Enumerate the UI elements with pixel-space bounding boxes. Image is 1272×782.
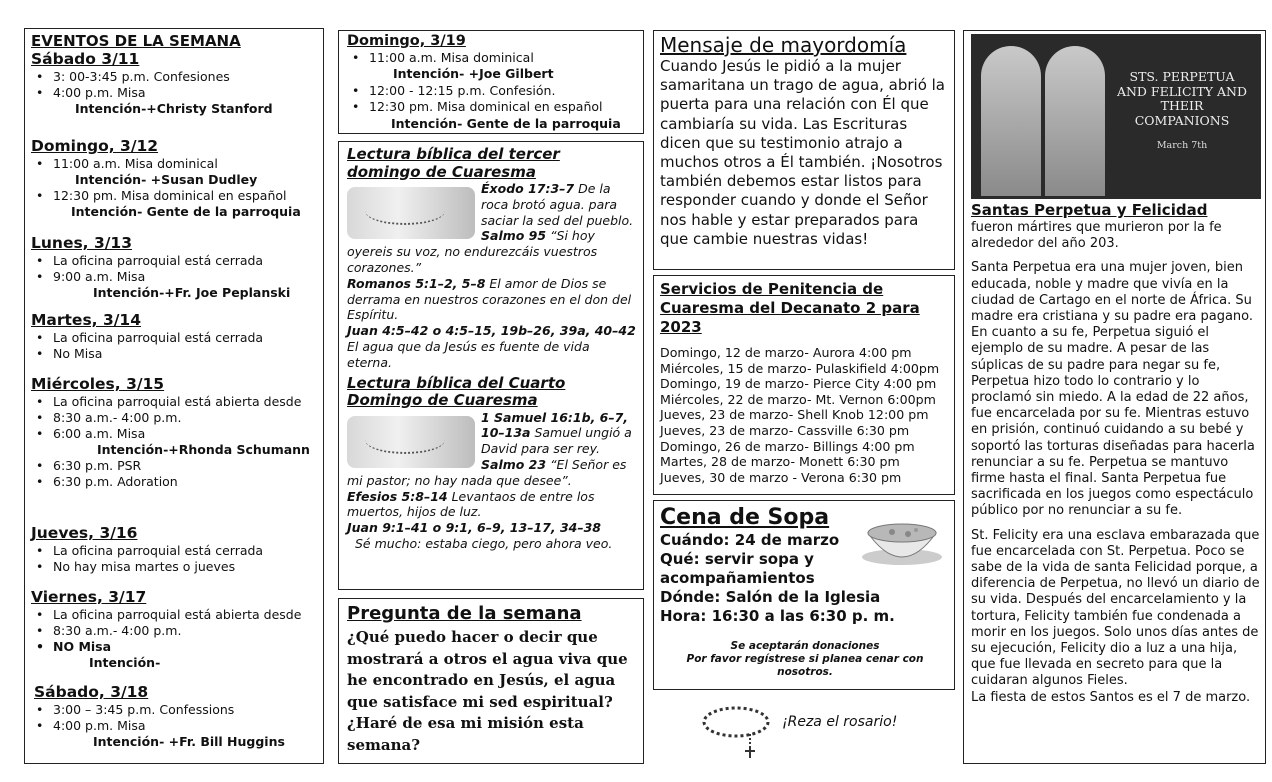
reading-ref: Efesios 5:8–14 (347, 488, 448, 504)
list-item: • 11:00 a.m. Misa dominical (347, 50, 643, 67)
event-list (31, 253, 323, 285)
list-item: • 12:30 pm. Misa dominical en español (31, 188, 323, 204)
service-item: Domingo, 19 de marzo- Pierce City 4:00 pm (660, 376, 937, 392)
stewardship-box (653, 30, 955, 270)
rosary-hands-image (347, 416, 475, 468)
soup-note: Se aceptarán donaciones (730, 640, 880, 652)
service-item: Jueves, 23 de marzo- Cassville 6:30 pm (660, 422, 910, 438)
service-item: Miércoles, 15 de marzo- Pulaskifield 4:00pm (660, 360, 940, 376)
day-heading: Martes, 3/14 (31, 311, 141, 329)
reading-text: Samuel ungió a David para ser rey. (481, 425, 632, 457)
soup-time: Hora: 16:30 a las 6:30 p. m. (660, 607, 895, 625)
list-item: • 6:00 a.m. Misa (31, 426, 323, 442)
reading-text: Levantaos de entre los muertos, hijos de luz. (347, 488, 595, 520)
service-item: Martes, 28 de marzo- Monett 6:30 pm (660, 454, 900, 470)
saints-paragraph: La fiesta de estos Santos es el 7 de marzo. (971, 689, 1251, 705)
event-list (31, 330, 323, 362)
list-item: • No hay misa martes o jueves (31, 559, 323, 575)
intention: Intención- Gente de la parroquia (71, 204, 301, 219)
list-item: • 9:00 a.m. Misa (31, 269, 323, 285)
day-heading: Jueves, 3/16 (31, 524, 138, 542)
reading-ref: Romanos 5:1–2, 5–8 (347, 275, 486, 291)
readings-box (338, 141, 644, 590)
stewardship-title: Mensaje de mayordomía (660, 33, 907, 57)
reading-ref: Éxodo 17:3–7 (481, 181, 575, 196)
events-title: EVENTOS DE LA SEMANA (31, 32, 241, 50)
reading-ref: 1 Samuel 16:1b, 6–7, 10–13a (481, 409, 629, 441)
reading-text: “Si hoy oyereis su voz, no endurezcáis vuestros corazones.” (347, 228, 598, 275)
event-list (347, 50, 643, 67)
service-item: Jueves, 23 de marzo- Shell Knob 12:00 pm (660, 407, 929, 423)
list-item: • La oficina parroquial está abierta desde (31, 394, 323, 410)
list-item: • 11:00 a.m. Misa dominical (31, 156, 323, 172)
list-item: • 8:30 a.m.- 4:00 p.m. (31, 623, 323, 639)
list-item: • La oficina parroquial está cerrada (31, 330, 323, 346)
reading-text: El amor de Dios se derrama en nuestros corazones en el don del Espíritu. (347, 275, 632, 323)
service-item: Domingo, 12 de marzo- Aurora 4:00 pm (660, 345, 912, 360)
list-item: • No Misa (31, 346, 323, 362)
service-item: Domingo, 26 de marzo- Billings 4:00 pm (660, 438, 915, 454)
penance-services-box (653, 275, 955, 495)
rosary-banner (700, 700, 930, 760)
list-item: • 12:00 - 12:15 p.m. Confesión. (347, 83, 643, 100)
question-text: ¿Qué puedo hacer o decir que mostrará a otros el agua viva que he encontrado en Jesús, el agua que satisface mi sed espiritual? ¿Haré de esa mi misión esta semana? (347, 628, 628, 754)
saints-paragraph: Santa Perpetua era una mujer joven, bien educada, noble y madre que vivía en la ciudad de Cartago en el norte de África. Su madre era cristiana y su padre era pagano. En cuanto a su fe, Perpetua siguió el ejemplo de su madre. A pesar de las súplicas de su padre para negar su fe, Perpetua hizo todo lo contrario y lo proclamó sin miedo. A la edad de 22 años, fue encarcelada por su fe. Mientras estuvo en prisión, continuó cuidando a su bebé y soportó las torturas diseñadas para hacerla renunciar a su fe. Perpetua se mantuvo firme hasta el final. Santa Perpetua fue sacrificada en los juegos como espectáculo público por no renunciar a su fe. (971, 260, 1255, 519)
list-item: • La oficina parroquial está abierta desde (31, 607, 323, 623)
event-list (31, 188, 323, 204)
readings-third-title: Lectura bíblica del tercer domingo de Cuaresma (347, 145, 560, 181)
list-item: • 12:30 pm. Misa dominical en español (347, 99, 643, 116)
day-heading: Miércoles, 3/15 (31, 375, 165, 393)
service-item: Jueves, 30 de marzo - Verona 6:30 pm (660, 469, 902, 485)
reading-text: De la roca brotó agua. para saciar la sed del pueblo. (481, 181, 634, 228)
reading-ref: Salmo 95 (481, 228, 547, 244)
saint-figure-icon (1045, 46, 1105, 196)
service-item: Miércoles, 22 de marzo- Mt. Vernon 6:00pm (660, 391, 936, 407)
event-list (31, 702, 323, 734)
soup-what: Qué: servir sopa y acompañamientos (660, 550, 815, 587)
saints-title: Santas Perpetua y Felicidad (971, 201, 1208, 219)
event-list (31, 394, 323, 442)
events-column (24, 28, 324, 764)
list-item: • 8:30 a.m.- 4:00 p.m. (31, 410, 323, 426)
soup-title: Cena de Sopa (660, 505, 830, 530)
list-item: • 6:30 p.m. Adoration (31, 474, 323, 490)
saints-paragraph: St. Felicity era una esclava embarazada que fue encarcelada con St. Perpetua. Poco se sabe de la vida de santa Felicidad porque, a diferencia de Perpetua, no llevó un diario de su vida. Después del encarcelamiento y la tortura, Felicity también fue condenada a morir en los juegos. Solo unos días antes de su ejecución, Felicity dio a luz a una hija, que fue llevada en secreto para que la cuidaran algunos Fieles. (971, 527, 1260, 689)
intention: Intención-+Rhonda Schumann (97, 442, 310, 457)
intention: Intención- (89, 655, 161, 670)
reading-text: El agua que da Jesús es fuente de vida eterna. (347, 338, 590, 370)
saints-column (963, 30, 1266, 764)
question-title: Pregunta de la semana (347, 603, 582, 624)
readings-fourth-title: Lectura bíblica del Cuarto Domingo de Cuaresma (347, 373, 566, 410)
event-list (31, 69, 323, 101)
reading-ref: Juan 9:1–41 o 9:1, 6–9, 13–17, 34–38 (347, 520, 601, 536)
day-heading: Lunes, 3/13 (31, 234, 132, 252)
list-item: • 6:30 p.m. PSR (31, 458, 323, 474)
list-item: • 3: 00-3:45 p.m. Confesiones (31, 69, 323, 85)
intention: Intención- +Joe Gilbert (393, 66, 554, 81)
stewardship-text: Cuando Jesús le pidió a la mujer samaritana un trago de agua, abrió la puerta para una relación con Él que cambiaría su vida. Las Escrituras dicen que su testimonio atrajo a muchos otros a Él también. ¡Nosotros también debemos estar listos para responder cuando y donde el Señor nos hable y estar preparados para que cambie nuestras vidas! (660, 57, 945, 248)
list-item: • La oficina parroquial está cerrada (31, 253, 323, 269)
event-list (31, 458, 323, 490)
list-item: • 4:00 p.m. Misa (31, 85, 323, 101)
event-list (31, 607, 323, 655)
saint-figure-icon (981, 46, 1041, 196)
soup-note: Por favor regístrese si planea cenar con nosotros. (686, 653, 924, 678)
rosary-text: ¡Reza el rosario! (782, 714, 898, 730)
soup-bowl-icon (860, 511, 944, 567)
list-item: • 3:00 – 3:45 p.m. Confessions (31, 702, 323, 718)
soup-when: Cuándo: 24 de marzo (660, 531, 840, 549)
soup-where: Dónde: Salón de la Iglesia (660, 588, 881, 606)
day-heading: Domingo, 3/19 (347, 33, 466, 49)
penance-title: Servicios de Penitencia de Cuaresma del Decanato 2 para 2023 (660, 280, 920, 336)
list-item: • NO Misa (31, 639, 323, 655)
event-list (347, 83, 643, 116)
intention: Intención- +Fr. Bill Huggins (93, 734, 285, 749)
day-heading: Viernes, 3/17 (31, 588, 147, 606)
rosary-icon (700, 700, 778, 760)
intention: Intención-+Christy Stanford (75, 101, 273, 116)
reading-ref: Juan 4:5–42 o 4:5–15, 19b–26, 39a, 40–42 (347, 323, 636, 339)
day-heading: Sábado 3/11 (31, 50, 140, 68)
event-list (31, 543, 323, 575)
list-item: • La oficina parroquial está cerrada (31, 543, 323, 559)
saints-paragraph: fueron mártires que murieron por la fe alrededor del año 203. (971, 220, 1222, 252)
image-date: March 7th (1156, 140, 1208, 151)
list-item: • 4:00 p.m. Misa (31, 718, 323, 734)
image-title: STS. PERPETUA AND FELICITY AND THEIR COMPANIONS (1116, 69, 1248, 128)
intention: Intención- +Susan Dudley (75, 172, 258, 187)
question-box (338, 598, 644, 764)
soup-dinner-box (653, 500, 955, 690)
sunday-319-box (338, 30, 644, 134)
reading-ref: Salmo 23 (481, 456, 547, 472)
reading-text: “El Señor es mi pastor; no hay nada que desee”. (347, 456, 627, 488)
event-list (31, 156, 323, 172)
reading-text: Sé mucho: estaba ciego, pero ahora veo. (355, 535, 613, 551)
intention: Intención- Gente de la parroquia (391, 115, 621, 131)
day-heading: Sábado, 3/18 (34, 683, 149, 701)
saints-icon-image (971, 34, 1261, 199)
intention: Intención-+Fr. Joe Peplanski (93, 285, 291, 300)
rosary-hands-image (347, 187, 475, 239)
day-heading: Domingo, 3/12 (31, 137, 159, 155)
